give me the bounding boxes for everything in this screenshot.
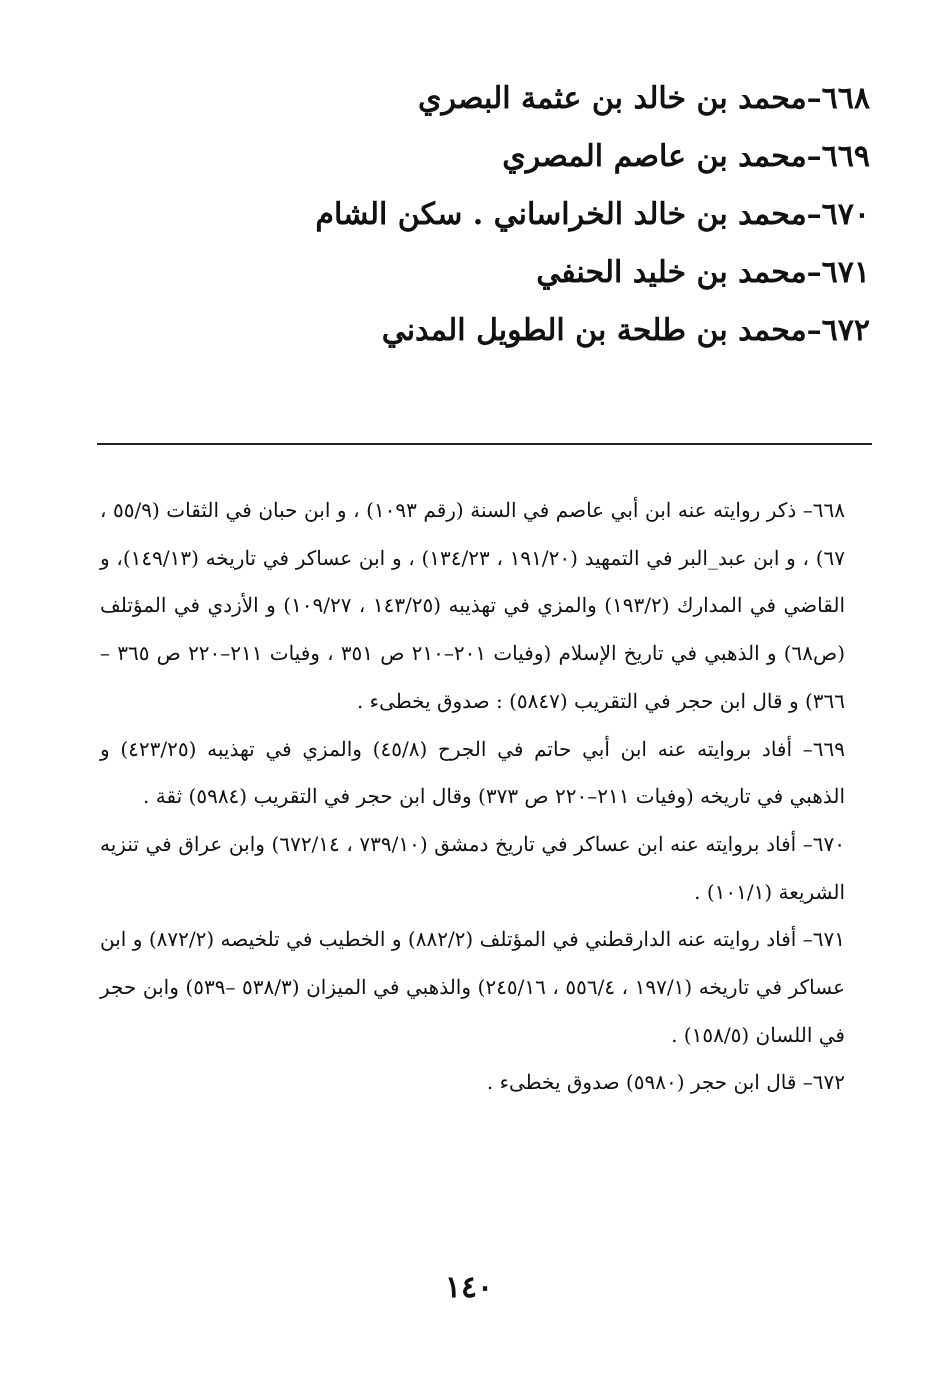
narrator-entry: ٦٧٠–محمد بن خالد الخراساني . سكن الشام: [315, 197, 870, 232]
narrator-list: [90, 70, 870, 360]
footnotes: [100, 487, 845, 1107]
footnote: ٦٧١– أفاد روايته عنه الدارقطني في المؤتلف (٨٨٢/٢) و الخطيب في تلخيصه (٨٧٢/٢) و ابن عساكر في تاريخه (١٩٧/١ ، ٥٥٦/٤ ، ٢٤٥/١٦) والذهبي في الميزان (٥٣٨/٣ –٥٣٩) وابن حجر في اللسان (١٥٨/٥) .: [100, 927, 845, 1047]
footnote: ٦٦٩– أفاد بروايته عنه ابن أبي حاتم في الجرح (٤٥/٨) والمزي في تهذيبه (٤٢٣/٢٥) و الذهبي في تاريخه (وفيات ٢١١–٢٢٠ ص ٣٧٣) وقال ابن حجر في التقريب (٥٩٨٤) ثقة .: [100, 736, 845, 809]
footnote: ٦٧٠– أفاد بروايته عنه ابن عساكر في تاريخ دمشق (٧٣٩/١٠ ، ٦٧٢/١٤) وابن عراق في تنزيه الشريعة (١٠١/١) .: [100, 831, 845, 904]
footnote: ٦٦٨– ذكر روايته عنه ابن أبي عاصم في السنة (رقم ١٠٩٣) ، و ابن حبان في الثقات (٥٥/٩ ، ٦٧) ، و ابن عبد_البر في التمهيد (١٩١/٢٠ ، ١٣٤/٢٣) ، و ابن عساكر في تاريخه (١٤٩/١٣)، و القاضي في المدارك (١٩٣/٢) والمزي في تهذيبه (١٤٣/٢٥ ، ١٠٩/٢٧) و الأزدي في المؤتلف (ص٦٨) و الذهبي في تاريخ الإسلام (وفيات ٢٠١–٢١٠ ص ٣٥١ ، وفيات ٢١١–٢٢٠ ص ٣٦٥ –٣٦٦) و قال ابن حجر في التقريب (٥٨٤٧) : صدوق يخطىء .: [100, 498, 846, 713]
narrator-entry: ٦٧١–محمد بن خليد الحنفي: [536, 255, 870, 290]
narrator-entry: ٦٧٢–محمد بن طلحة بن الطويل المدني: [381, 313, 870, 348]
narrator-entry: ٦٦٩–محمد بن عاصم المصري: [502, 139, 870, 174]
footnote: ٦٧٢– قال ابن حجر (٥٩٨٠) صدوق يخطىء .: [486, 1070, 845, 1095]
footnote-divider: [97, 443, 872, 445]
page-number: ١٤٠: [444, 1270, 494, 1305]
narrator-entry: ٦٦٨–محمد بن خالد بن عثمة البصري: [418, 81, 870, 116]
